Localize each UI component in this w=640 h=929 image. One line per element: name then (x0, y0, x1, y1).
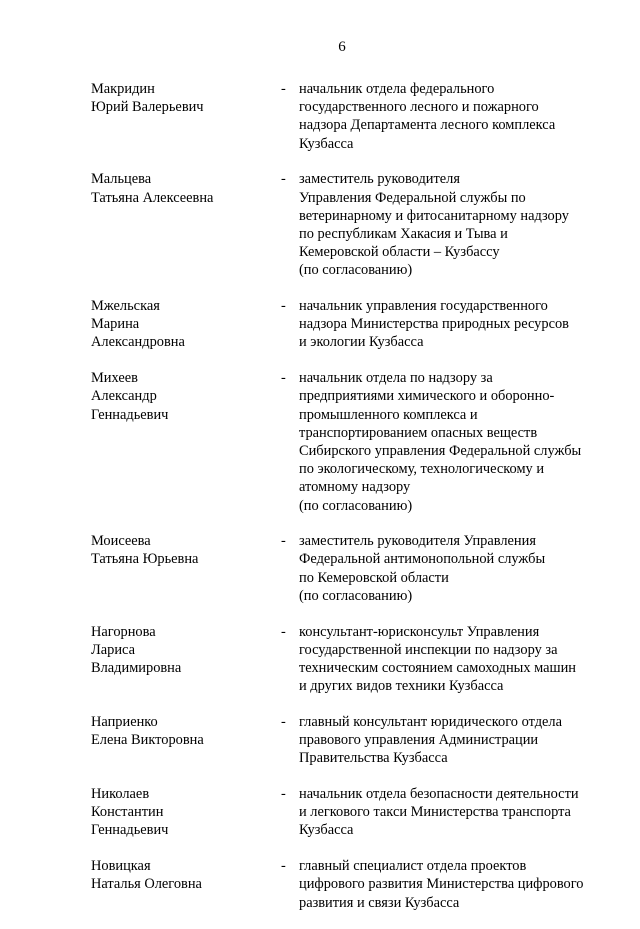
description-line: надзора Министерства природных ресурсов (299, 316, 569, 333)
description-line: промышленного комплекса и (299, 406, 478, 423)
member-list (91, 80, 611, 929)
description-line: предприятиями химического и оборонно- (299, 388, 555, 405)
name-line: Елена Викторовна (91, 732, 204, 749)
description-line: (по согласованию) (299, 587, 413, 604)
list-item (91, 713, 611, 768)
description-line: начальник отдела безопасности деятельности (299, 786, 579, 802)
position-description (299, 857, 611, 912)
position-description (299, 713, 611, 768)
page-number: 6 (338, 39, 346, 55)
description-line: правового управления Администрации (299, 732, 539, 749)
list-item (91, 532, 611, 605)
name-line: Марина (91, 316, 140, 333)
name-line: Александр (91, 388, 157, 405)
list-item (91, 80, 611, 153)
person-name (91, 713, 281, 749)
description-line: транспортированием опасных веществ (299, 424, 538, 441)
name-line: Геннадьевич (91, 822, 169, 839)
name-line: Нагорнова (91, 623, 156, 640)
description-line: начальник управления государственного (299, 298, 548, 315)
person-name (91, 369, 281, 424)
position-description (299, 80, 611, 153)
person-name (91, 857, 281, 893)
separator-dash: - (281, 623, 286, 640)
description-line: заместитель руководителя Управления (299, 533, 536, 550)
name-line: Юрий Валерьевич (91, 99, 204, 116)
list-item (91, 785, 611, 840)
name-line: Михеев (91, 370, 138, 387)
name-line: Геннадьевич (91, 406, 169, 423)
description-line: начальник отдела по надзору за (299, 370, 493, 387)
list-item (91, 857, 611, 912)
name-line: Макридин (91, 81, 155, 97)
position-description (299, 170, 611, 279)
list-item (91, 297, 611, 352)
description-line: заместитель руководителя (299, 171, 460, 188)
position-description (299, 532, 611, 605)
description-line: Кемеровской области – Кузбассу (299, 244, 500, 261)
separator-dash: - (281, 533, 286, 550)
person-name (91, 623, 281, 678)
name-line: Наталья Олеговна (91, 876, 202, 893)
description-line: главный специалист отдела проектов (299, 858, 527, 875)
description-line: начальник отдела федерального (299, 81, 495, 97)
name-line: Мальцева (91, 171, 152, 188)
list-item (91, 369, 611, 515)
name-line: Лариса (91, 641, 135, 658)
name-line: Новицкая (91, 858, 151, 875)
separator-dash: - (281, 370, 286, 387)
name-line: Мжельская (91, 298, 160, 315)
position-description (299, 785, 611, 840)
description-line: Кузбасса (299, 135, 354, 152)
name-line: Наприенко (91, 713, 158, 730)
description-line: Сибирского управления Федеральной службы (299, 442, 582, 459)
separator-dash: - (281, 171, 286, 188)
description-line: государственного лесного и пожарного (299, 99, 539, 116)
position-description (299, 297, 611, 352)
name-line: Николаев (91, 786, 150, 802)
description-line: (по согласованию) (299, 497, 413, 514)
person-name (91, 80, 281, 116)
description-line: и других видов техники Кузбасса (299, 678, 504, 695)
description-line: надзора Департамента лесного комплекса (299, 117, 556, 134)
description-line: развития и связи Кузбасса (299, 894, 460, 911)
person-name (91, 785, 281, 840)
description-line: цифрового развития Министерства цифрового (299, 876, 584, 893)
description-line: Федеральной антимонопольной службы (299, 551, 546, 568)
separator-dash: - (281, 713, 286, 730)
name-line: Александровна (91, 334, 185, 351)
name-line: Моисеева (91, 533, 151, 550)
description-line: ветеринарному и фитосанитарному надзору (299, 207, 569, 224)
person-name (91, 170, 281, 206)
name-line: Татьяна Алексеевна (91, 189, 214, 206)
description-line: атомному надзору (299, 479, 411, 496)
person-name (91, 297, 281, 352)
name-line: Татьяна Юрьевна (91, 551, 199, 568)
description-line: консультант-юрисконсульт Управления (299, 623, 540, 640)
description-line: Управления Федеральной службы по (299, 189, 526, 206)
name-line: Константин (91, 804, 164, 821)
description-line: и экологии Кузбасса (299, 334, 424, 351)
list-item (91, 170, 611, 279)
description-line: и легкового такси Министерства транспорта (299, 804, 571, 821)
description-line: главный консультант юридического отдела (299, 713, 562, 730)
position-description (299, 623, 611, 696)
separator-dash: - (281, 298, 286, 315)
person-name (91, 532, 281, 568)
description-line: (по согласованию) (299, 262, 413, 279)
description-line: Правительства Кузбасса (299, 750, 448, 767)
description-line: по экологическому, технологическому и (299, 461, 545, 478)
description-line: по Кемеровской области (299, 569, 449, 586)
description-line: техническим состоянием самоходных машин (299, 659, 576, 676)
name-line: Владимировна (91, 659, 182, 676)
separator-dash: - (281, 858, 286, 875)
description-line: государственной инспекции по надзору за (299, 641, 558, 658)
description-line: Кузбасса (299, 822, 354, 839)
separator-dash: - (281, 81, 286, 97)
separator-dash: - (281, 786, 286, 802)
list-item (91, 623, 611, 696)
description-line: по республикам Хакасия и Тыва и (299, 225, 508, 242)
position-description (299, 369, 611, 515)
